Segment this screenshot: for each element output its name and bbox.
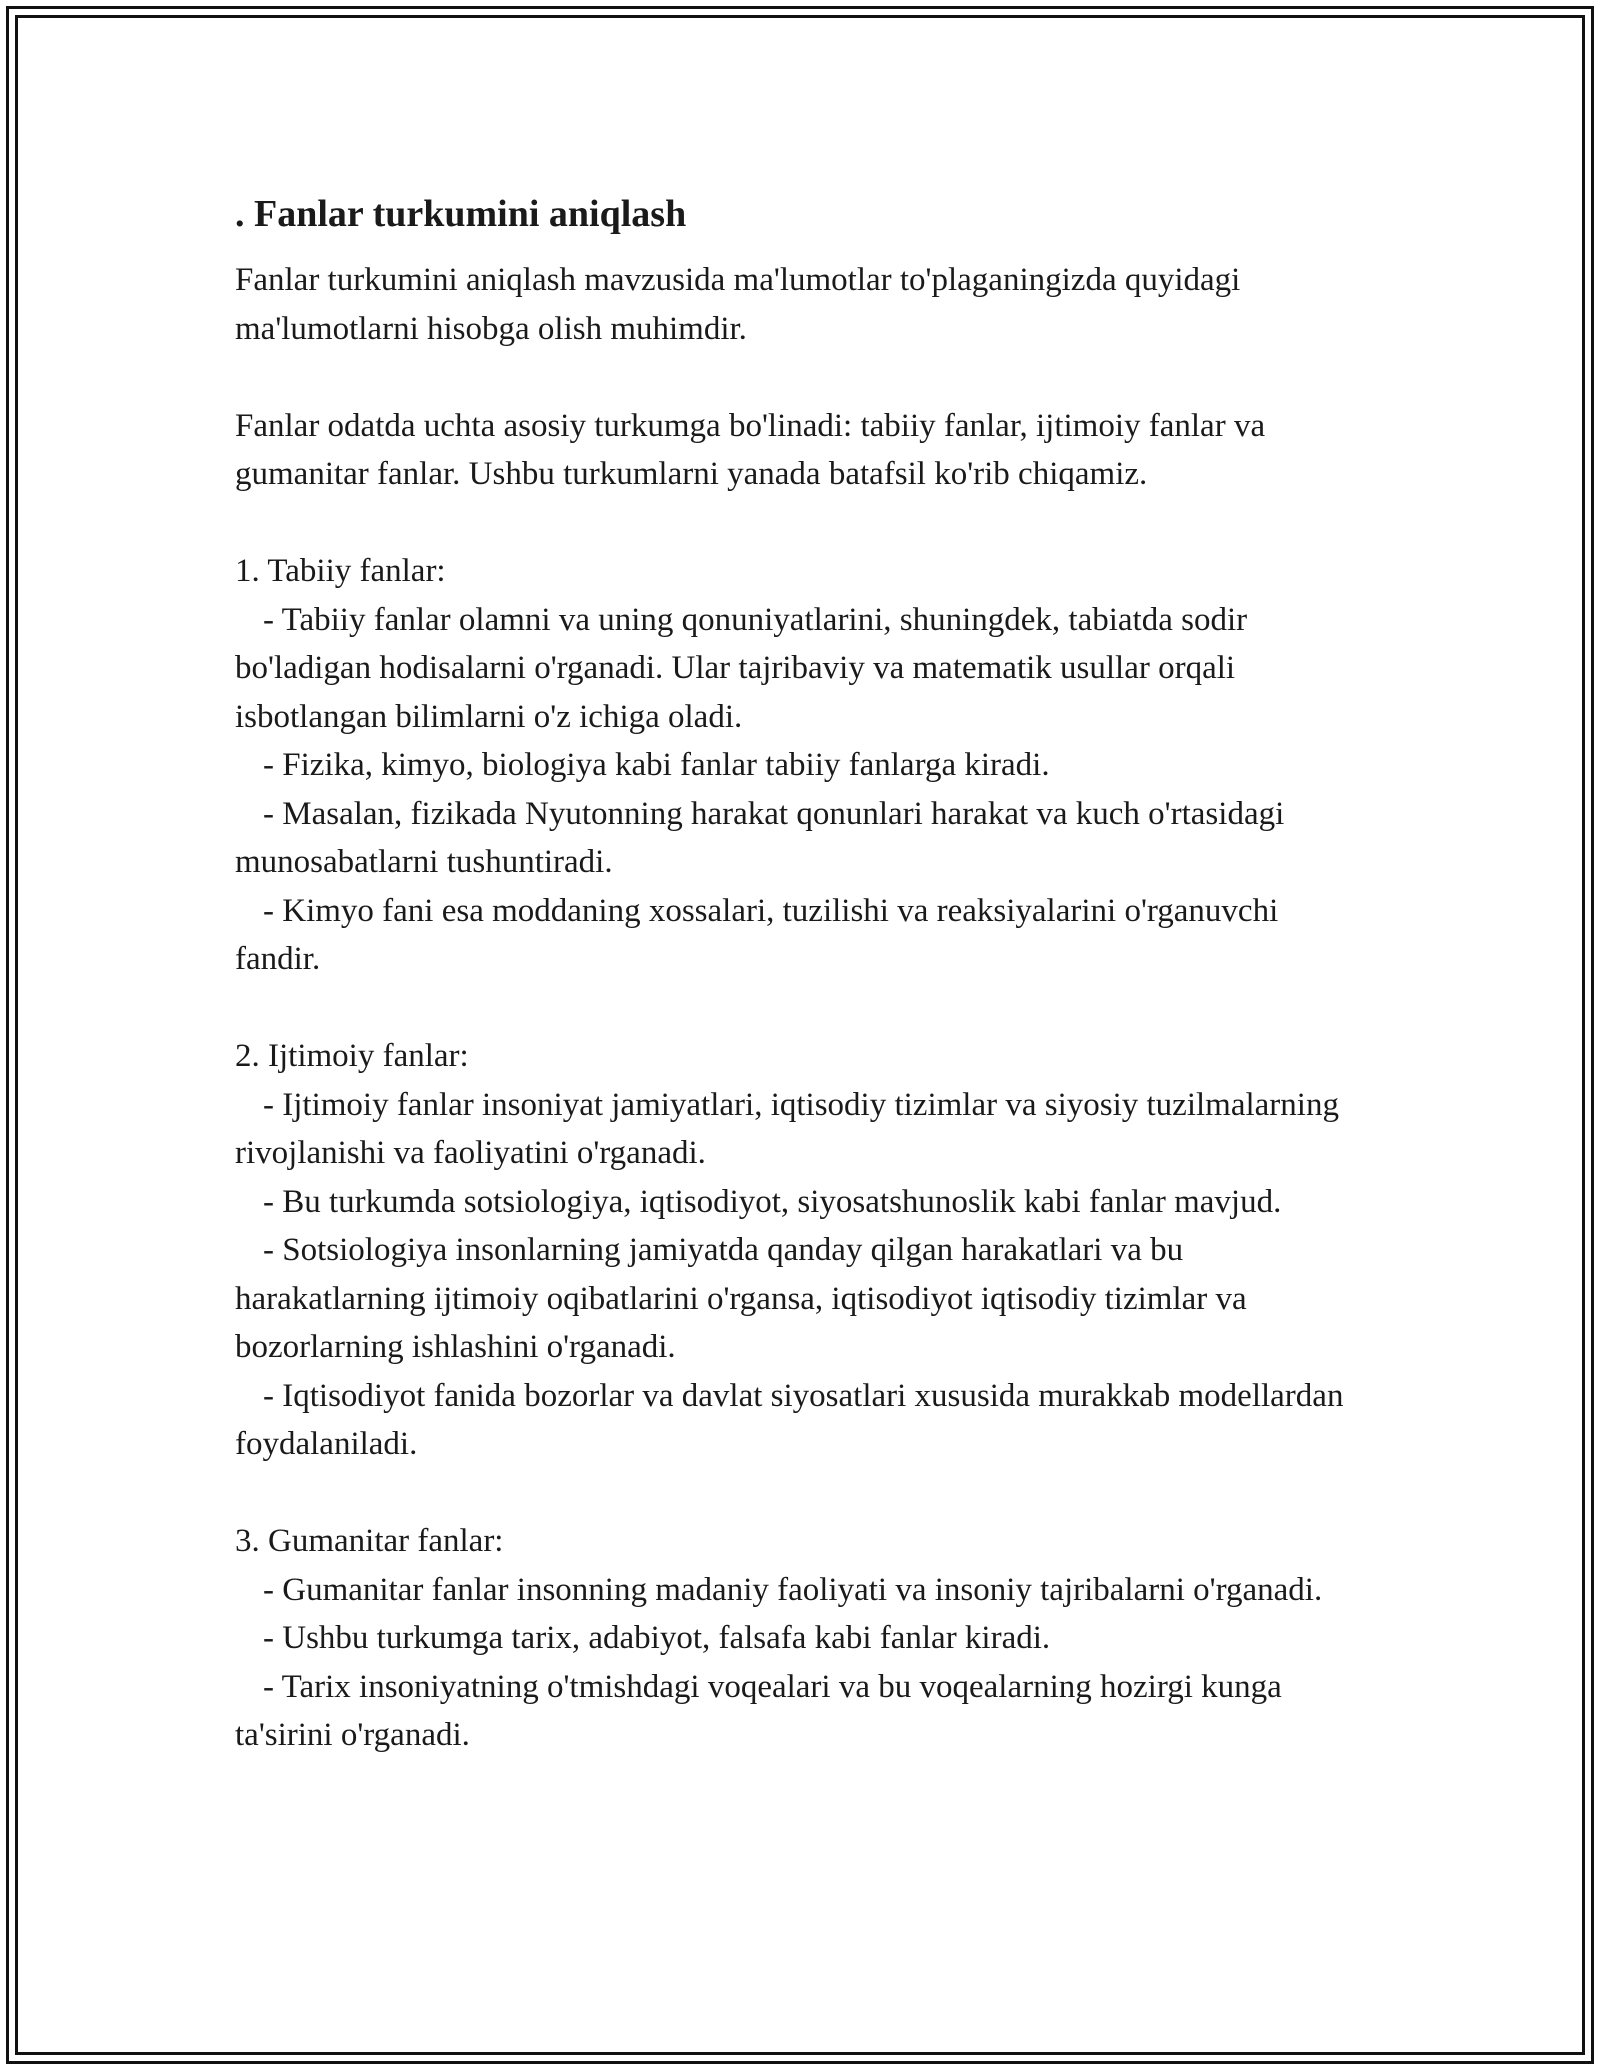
list-item — [235, 1372, 1365, 1469]
document-body — [235, 186, 1365, 1760]
paragraph-gap — [235, 353, 1365, 402]
list-item — [235, 1663, 1365, 1760]
paragraph-gap — [235, 1469, 1365, 1518]
list-item — [235, 1178, 1365, 1227]
document-title: . Fanlar turkumini aniqlash — [235, 193, 687, 235]
paragraph-gap — [235, 499, 1365, 548]
list-item — [235, 887, 1365, 984]
list-item — [235, 790, 1365, 887]
section-humanities — [235, 1517, 1365, 1760]
list-item — [235, 1226, 1365, 1372]
list-item-text: - Tabiiy fanlar olamni va uning qonuniyatlarini, shuningdek, tabiatda sodir bo'ladigan hodisalarni o'rganadi. Ular tajribaviy va matematik usullar orqali isbotlangan bilimlarni o'z ichiga oladi. — [235, 601, 1248, 735]
list-item-text: - Ushbu turkumga tarix, adabiyot, falsafa kabi fanlar kiradi. — [263, 1620, 1051, 1656]
paragraph-gap — [235, 984, 1365, 1033]
overview-paragraph: Fanlar odatda uchta asosiy turkumga bo'linadi: tabiiy fanlar, ijtimoiy fanlar va gumanitar fanlar. Ushbu turkumlarni yanada batafsil ko'rib chiqamiz. — [235, 407, 1274, 492]
intro-paragraph: Fanlar turkumini aniqlash mavzusida ma'lumotlar to'plaganingizda quyidagi ma'lumotlarni hisobga olish muhimdir. — [235, 262, 1249, 347]
list-item-text: - Sotsiologiya insonlarning jamiyatda qanday qilgan harakatlari va bu harakatlarning ijtimoiy oqibatlarini o'rgansa, iqtisodiyot iqtisodiy tizimlar va bozorlarning ishlashini o'rganadi. — [235, 1232, 1247, 1365]
list-item-text: - Bu turkumda sotsiologiya, iqtisodiyot, siyosatshunoslik kabi fanlar mavjud. — [263, 1183, 1282, 1220]
section-heading: 1. Tabiiy fanlar: — [235, 553, 446, 589]
list-item — [235, 1614, 1365, 1663]
list-item-text: - Ijtimoiy fanlar insoniyat jamiyatlari, iqtisodiy tizimlar va siyosiy tuzilmalarning rivojlanishi va faoliyatini o'rganadi. — [235, 1086, 1339, 1171]
list-item — [235, 1081, 1365, 1178]
section-social-sciences — [235, 1032, 1365, 1469]
list-item-text: - Tarix insoniyatning o'tmishdagi voqealari va bu voqealarning hozirgi kunga ta'sirini o'rganadi. — [235, 1668, 1282, 1753]
list-item-text: - Gumanitar fanlar insonning madaniy faoliyati va insoniy tajribalarni o'rganadi. — [263, 1571, 1323, 1608]
list-item — [235, 596, 1365, 742]
section-natural-sciences — [235, 547, 1365, 984]
section-heading: 3. Gumanitar fanlar: — [235, 1523, 504, 1559]
list-item — [235, 741, 1365, 790]
section-heading: 2. Ijtimoiy fanlar: — [235, 1038, 469, 1074]
list-item-text: - Fizika, kimyo, biologiya kabi fanlar tabiiy fanlarga kiradi. — [263, 747, 1050, 783]
list-item-text: - Kimyo fani esa moddaning xossalari, tuzilishi va reaksiyalarini o'rganuvchi fandir. — [235, 892, 1279, 977]
list-item — [235, 1566, 1365, 1615]
list-item-text: - Iqtisodiyot fanida bozorlar va davlat siyosatlari xususida murakkab modellardan foydalaniladi. — [235, 1377, 1344, 1462]
list-item-text: - Masalan, fizikada Nyutonning harakat qonunlari harakat va kuch o'rtasidagi munosabatlarni tushuntiradi. — [235, 795, 1285, 880]
